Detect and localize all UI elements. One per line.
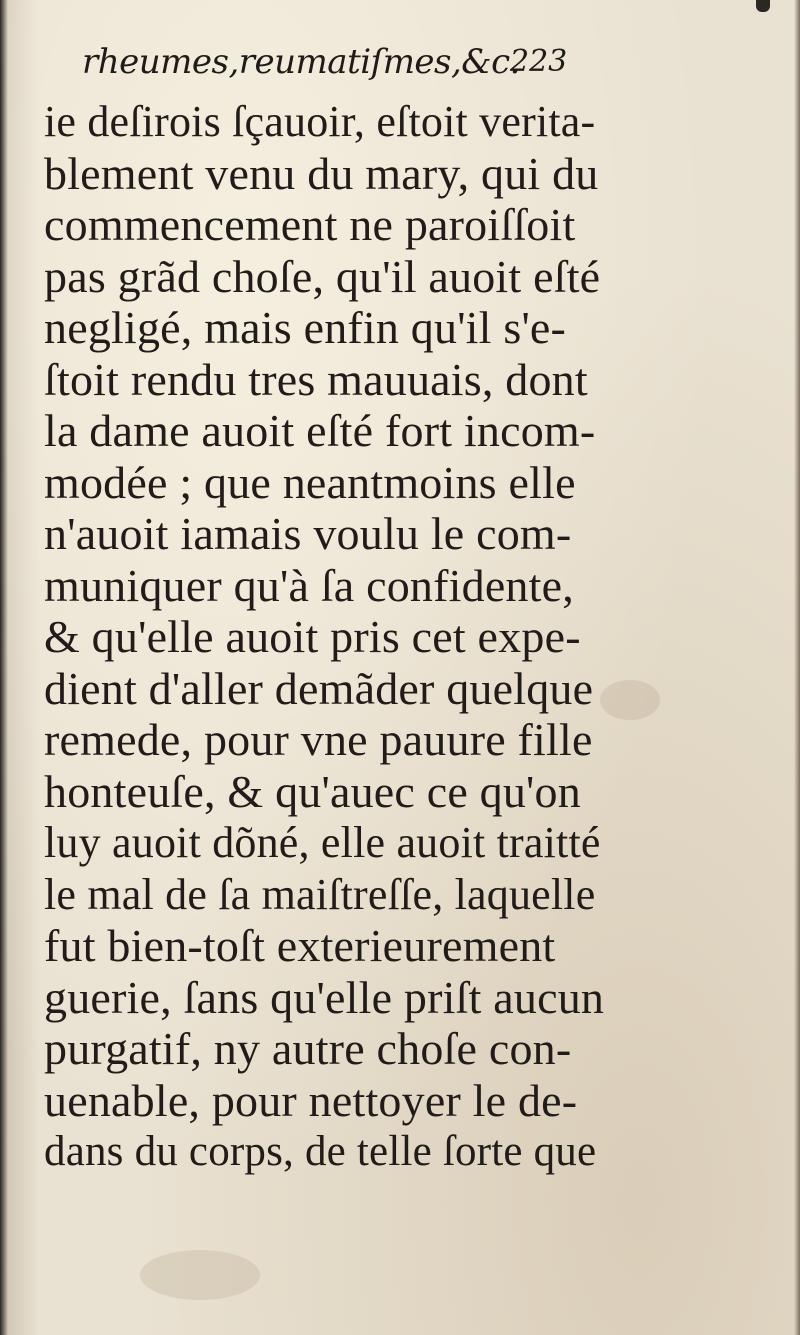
running-title: rheumes,reumatiſmes,&c.	[82, 42, 520, 82]
text-line: honteuſe, & qu'auec ce qu'on	[44, 765, 581, 817]
text-line: commencement ne paroiſſoit	[44, 199, 576, 250]
page-number: 223	[510, 44, 568, 79]
page-edge	[794, 0, 800, 1335]
text-line: negligé, mais enfin qu'il s'e-	[44, 302, 567, 353]
text-line: guerie, ſans qu'elle priſt aucun	[44, 971, 605, 1023]
text-line: uenable, pour nettoyer le de-	[44, 1074, 578, 1126]
text-line: ie deſirois ſçauoir, eſtoit verita-	[44, 97, 596, 146]
paper-stain	[600, 680, 660, 720]
text-line: dient d'aller demãder quelque	[44, 662, 594, 714]
text-line: muniquer qu'à ſa confidente,	[44, 559, 574, 611]
text-line: fut bien-toſt exterieurement	[44, 920, 556, 971]
text-line: dans du corps, de telle ſorte que	[44, 1128, 597, 1175]
body-text	[44, 96, 604, 1178]
text-line: le mal de ſa maiſtreſſe, laquelle	[44, 869, 596, 919]
paper-stain	[140, 1250, 260, 1300]
text-line: & qu'elle auoit pris cet expe-	[44, 611, 581, 662]
text-line: remede, pour vne pauure fille	[44, 714, 593, 765]
text-line: n'auoit iamais voulu le com-	[44, 508, 572, 559]
text-line: purgatif, ny autre choſe con-	[44, 1023, 572, 1074]
text-line: luy auoit dõné, elle auoit traitté	[44, 818, 601, 867]
text-line: la dame auoit eſté fort incom-	[44, 405, 596, 456]
page-gutter-shadow	[0, 0, 8, 1335]
page-header	[62, 34, 582, 94]
text-line: blement venu du mary, qui du	[44, 147, 599, 199]
text-line: pas grãd choſe, qu'il auoit eſté	[44, 250, 601, 302]
text-line: modée ; que neantmoins elle	[44, 456, 576, 508]
text-line: ſtoit rendu tres mauuais, dont	[44, 353, 588, 405]
corner-mark	[756, 0, 770, 12]
